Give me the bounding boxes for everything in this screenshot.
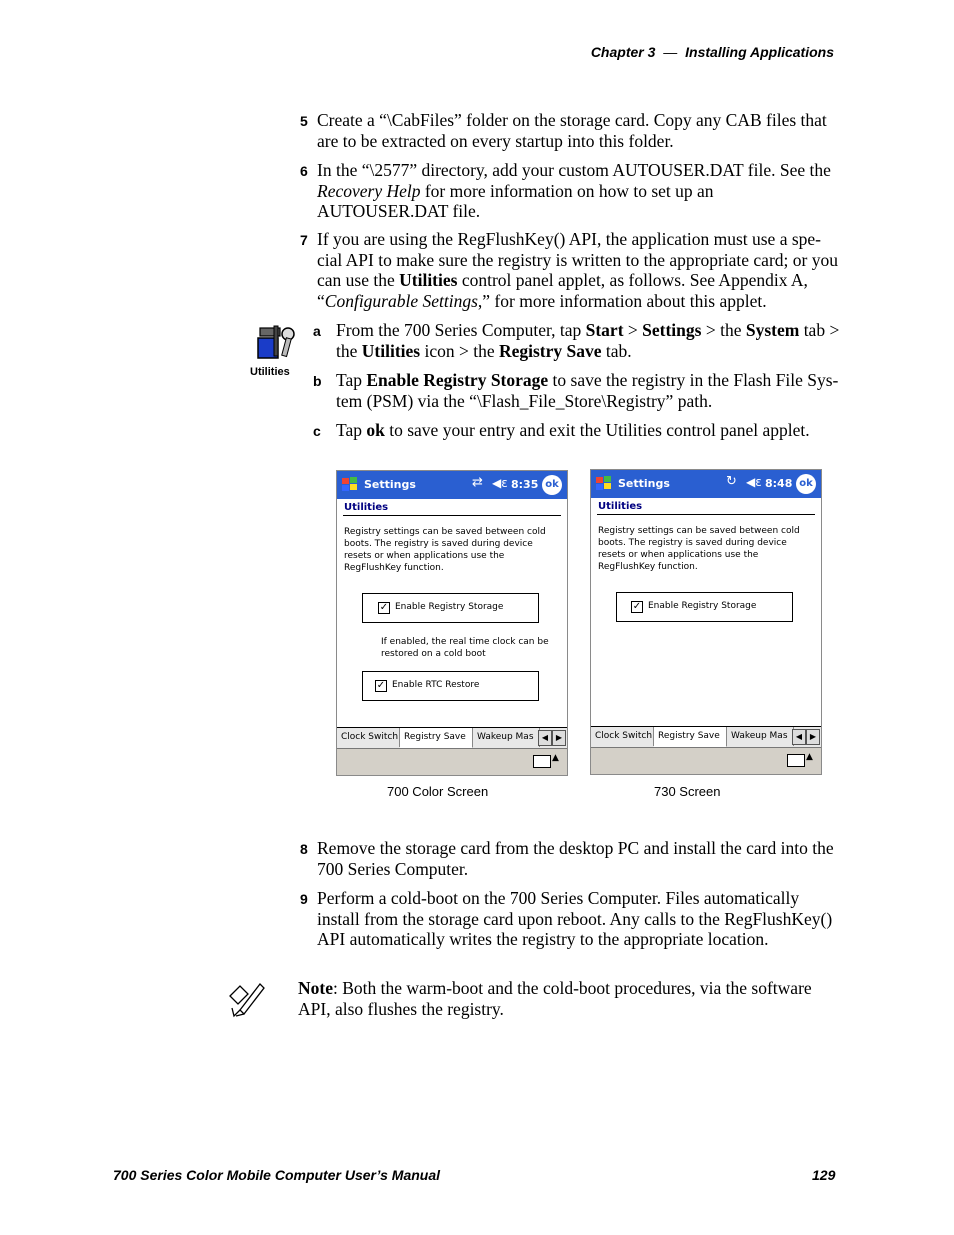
tab-bar	[591, 726, 821, 747]
checkbox-label: Enable RTC Restore	[392, 680, 480, 690]
page-title: Utilities	[344, 502, 389, 513]
chapter-title: Installing Applications	[685, 44, 834, 60]
checkbox-label: Enable Registry Storage	[395, 602, 504, 612]
chapter-label: Chapter 3	[590, 44, 656, 60]
title-bar	[337, 471, 567, 499]
step-text: If you are using the RegFlushKey() API, the application must use a spe-cial API to make sure the registry is written to the appropriate card; or you can use the Utilities control panel applet, as follows. See Appendix A, “Configurable Settings,” for more information about this applet.	[317, 229, 838, 311]
note-pencil-icon	[226, 978, 266, 1018]
title-divider	[343, 515, 561, 516]
checkmark-icon[interactable]: ✓	[379, 602, 389, 613]
app-title: Settings	[618, 477, 670, 490]
keyboard-icon[interactable]	[533, 755, 551, 768]
tab-wakeup-mask[interactable]: Wakeup Mas	[727, 727, 794, 746]
rtc-note: If enabled, the real time clock can be restored on a cold boot	[381, 637, 549, 659]
input-menu-arrow-icon[interactable]: ▲	[806, 752, 813, 762]
windows-start-icon[interactable]	[340, 475, 360, 495]
step-number: 5	[300, 113, 308, 129]
step-text: Tap Enable Registry Storage to save the registry in the Flash File Sys-tem (PSM) via the “\Flash_File_Store\Registry” path.	[336, 370, 839, 411]
tab-scroll-right-icon[interactable]: ▶	[806, 729, 820, 745]
step-text: Tap ok to save your entry and exit the Utilities control panel applet.	[336, 420, 810, 440]
keyboard-icon[interactable]	[787, 754, 805, 767]
app-title: Settings	[364, 478, 416, 491]
step-number: 7	[300, 232, 308, 248]
step-9	[300, 888, 845, 950]
tab-registry-save[interactable]: Registry Save	[654, 727, 727, 747]
volume-icon[interactable]: ◀ε	[746, 475, 762, 489]
step-7c	[313, 420, 845, 441]
step-text: In the “\2577” directory, add your custom AUTOUSER.DAT file. See the Recovery Help for more information on how to set up an AUTOUSER.DAT file.	[317, 160, 831, 221]
tab-clock-switch[interactable]: Clock Switch	[591, 727, 654, 746]
footer-manual-title: 700 Series Color Mobile Computer User’s Manual	[113, 1167, 441, 1183]
note-text: : Both the warm-boot and the cold-boot procedures, via the software API, also flushes the registry.	[298, 978, 812, 1019]
step-text: From the 700 Series Computer, tap Start > Settings > the System tab > the Utilities icon > the Registry Save tab.	[336, 320, 840, 361]
enable-registry-storage-checkbox[interactable]	[616, 592, 793, 622]
utilities-icon-label: Utilities	[250, 366, 290, 378]
registry-description: Registry settings can be saved between cold boots. The registry is saved during device resets or when applications use the RegFlushKey function.	[598, 526, 800, 572]
ok-button[interactable]: ok	[796, 474, 816, 494]
clock-time[interactable]: 8:48	[765, 477, 793, 490]
checkmark-icon[interactable]: ✓	[632, 601, 642, 612]
step-text: Perform a cold-boot on the 700 Series Computer. Files automatically install from the storage card upon reboot. Any calls to the RegFlushKey() API automatically writes the registry to the appropriate location.	[317, 888, 833, 949]
tab-scroll-left-icon[interactable]: ◀	[538, 730, 552, 746]
step-6	[300, 160, 845, 222]
utilities-app-icon	[250, 324, 302, 380]
step-number: 8	[300, 841, 308, 857]
volume-icon[interactable]: ◀ε	[492, 476, 508, 490]
command-bar	[591, 747, 821, 775]
title-bar	[591, 470, 821, 498]
page-title: Utilities	[598, 501, 643, 512]
step-number: 6	[300, 163, 308, 179]
checkmark-icon[interactable]: ✓	[376, 680, 386, 691]
step-text: Remove the storage card from the desktop PC and install the card into the 700 Series Computer.	[317, 838, 834, 879]
step-5	[300, 110, 845, 151]
enable-rtc-restore-checkbox[interactable]	[362, 671, 539, 701]
step-number: 9	[300, 891, 308, 907]
caption-730-screen: 730 Screen	[654, 784, 721, 799]
device-screen-730	[590, 469, 822, 775]
device-screen-700-color	[336, 470, 568, 776]
step-7a	[313, 320, 845, 361]
note-block	[298, 978, 846, 1019]
windows-start-icon[interactable]	[594, 474, 614, 494]
note-label: Note	[298, 978, 333, 998]
step-letter: c	[313, 423, 321, 439]
step-letter: b	[313, 373, 322, 389]
input-menu-arrow-icon[interactable]: ▲	[552, 753, 559, 763]
tab-bar	[337, 727, 567, 748]
ok-button[interactable]: ok	[542, 475, 562, 495]
connectivity-icon[interactable]: ⇄	[472, 475, 483, 490]
step-8	[300, 838, 845, 879]
command-bar	[337, 748, 567, 776]
step-7	[300, 229, 845, 311]
step-letter: a	[313, 323, 321, 339]
sync-icon[interactable]: ↻	[726, 474, 737, 489]
title-divider	[597, 514, 815, 515]
utilities-icon	[250, 324, 302, 362]
header-dash: —	[663, 44, 678, 60]
recovery-help-ref: Recovery Help	[317, 180, 421, 201]
tab-scroll-left-icon[interactable]: ◀	[792, 729, 806, 745]
enable-registry-storage-checkbox[interactable]	[362, 593, 539, 623]
registry-description: Registry settings can be saved between cold boots. The registry is saved during device resets or when applications use the RegFlushKey function.	[344, 527, 546, 573]
page-number: 129	[812, 1167, 836, 1183]
tab-scroll-right-icon[interactable]: ▶	[552, 730, 566, 746]
step-text: Create a “\CabFiles” folder on the storage card. Copy any CAB files that are to be extracted on every startup into this folder.	[317, 110, 827, 151]
step-7b	[313, 370, 845, 411]
running-header	[591, 44, 834, 60]
caption-700-color-screen: 700 Color Screen	[387, 784, 489, 799]
clock-time[interactable]: 8:35	[511, 478, 539, 491]
checkbox-label: Enable Registry Storage	[648, 601, 757, 611]
tab-registry-save[interactable]: Registry Save	[400, 728, 473, 748]
tab-wakeup-mask[interactable]: Wakeup Mas	[473, 728, 540, 747]
tab-clock-switch[interactable]: Clock Switch	[337, 728, 400, 747]
